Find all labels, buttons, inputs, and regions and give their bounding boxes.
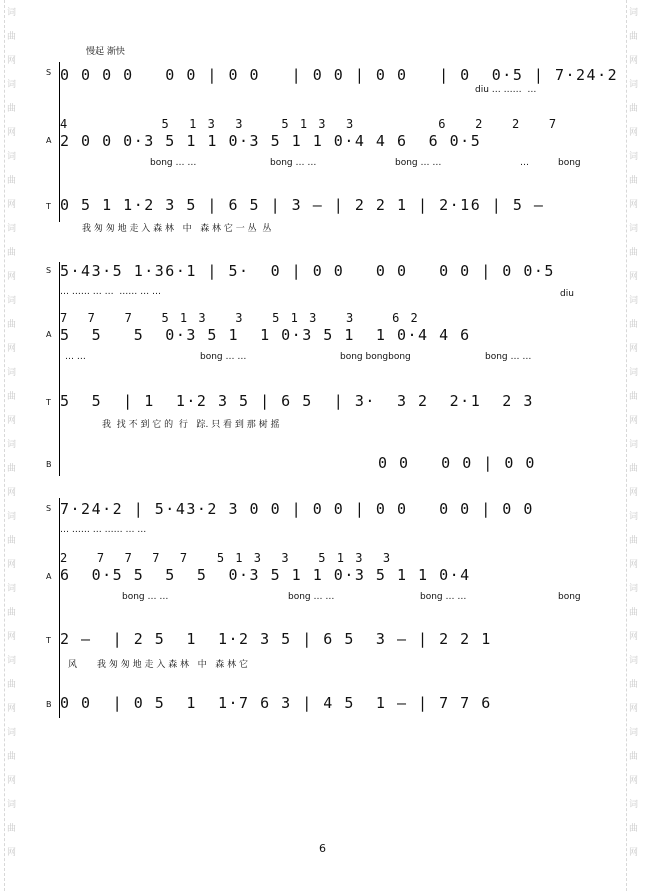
soprano-lyric: … …… … …… … … [60,525,147,535]
system-1-tenor-label: T [46,202,51,211]
system-2-alto [60,311,580,362]
watermark-char: 网 [7,704,17,714]
alto-syllable: … … [65,352,86,362]
system-3-bass-label: B [46,700,52,709]
watermark-char: 曲 [7,320,17,330]
watermark-char: 曲 [629,320,639,330]
alto-syllable: bong bongbong [340,352,411,362]
system-2-tenor-label: T [46,398,51,407]
watermark-char: 词 [7,368,17,378]
watermark-char: 曲 [629,248,639,258]
alto-upper-notes: 4 5 1 3 3 5 1 3 3 6 2 2 7 [60,117,559,131]
watermark-char: 词 [7,80,17,90]
watermark-char: 曲 [7,176,17,186]
watermark-char: 曲 [7,824,17,834]
watermark-char: 词 [7,224,17,234]
watermark-char: 词 [629,8,639,18]
watermark-char: 曲 [7,104,17,114]
watermark-char: 词 [629,224,639,234]
watermark-char: 网 [7,128,17,138]
tenor-lyric: 我 匆 匆 地 走 入 森 林 中 森 林 它 一 丛 丛 [82,224,272,234]
watermark-char: 曲 [629,824,639,834]
system-2-soprano [60,262,580,299]
watermark-char: 网 [629,488,639,498]
watermark-strip-right [626,0,641,891]
watermark-char: 词 [7,656,17,666]
watermark-char: 网 [7,344,17,354]
bass-notes: 0 0 | 0 5 1 1·7 6 3 | 4 5 1 — | 7 7 6 [60,694,492,712]
watermark-char: 词 [7,800,17,810]
watermark-char: 曲 [629,536,639,546]
system-3-alto-label: A [46,572,52,581]
tenor-notes: 2 — | 2 5 1 1·2 3 5 | 6 5 3 — | 2 2 1 [60,630,492,648]
alto-upper-notes: 7 7 7 5 1 3 3 5 1 3 3 6 2 [60,311,420,325]
system-1-alto-label: A [46,136,52,145]
watermark-char: 网 [629,344,639,354]
system-3-tenor-label: T [46,636,51,645]
watermark-char: 曲 [7,248,17,258]
watermark-char: 网 [629,704,639,714]
watermark-char: 网 [629,560,639,570]
system-1-tenor [60,196,580,234]
watermark-char: 网 [7,56,17,66]
watermark-char: 网 [7,200,17,210]
watermark-char: 曲 [629,32,639,42]
watermark-char: 曲 [629,680,639,690]
system-3-alto [60,551,581,602]
soprano-notes: 7·24·2 | 5·43·2 3 0 0 | 0 0 | 0 0 0 0 | 0 0 [60,500,534,518]
watermark-char: 曲 [629,464,639,474]
watermark-char: 网 [629,200,639,210]
watermark-char: 曲 [629,752,639,762]
watermark-char: 词 [7,440,17,450]
watermark-char: 曲 [629,608,639,618]
system-3-tenor [60,630,580,670]
watermark-char: 词 [629,152,639,162]
system-1-soprano-label: S [46,68,52,77]
watermark-char: 网 [629,632,639,642]
alto-syllable: bong … … [122,592,169,602]
watermark-strip-left [4,0,19,891]
watermark-char: 曲 [629,176,639,186]
watermark-char: 网 [629,56,639,66]
watermark-char: 词 [629,800,639,810]
watermark-char: 词 [629,656,639,666]
watermark-char: 网 [629,776,639,786]
bass-notes: 0 0 0 0 | 0 0 [378,454,536,472]
tenor-notes: 0 5 1 1·2 3 5 | 6 5 | 3 — | 2 2 1 | 2·16 | 5 — [60,196,545,214]
watermark-char: 词 [629,512,639,522]
watermark-char: 网 [629,416,639,426]
watermark-char: 曲 [7,464,17,474]
tenor-lyric: 风 我 匆 匆 地 走 入 森 林 中 森 林 它 [68,660,248,670]
watermark-char: 词 [629,584,639,594]
watermark-char: 词 [7,8,17,18]
system-3-soprano-label: S [46,504,52,513]
watermark-char: 词 [629,80,639,90]
watermark-char: 曲 [7,32,17,42]
watermark-char: 曲 [7,536,17,546]
soprano-notes: 0 0 0 0 0 0 | 0 0 | 0 0 | 0 0 | 0 0·5 | 7·24·2 [60,66,619,84]
watermark-char: 词 [629,368,639,378]
watermark-char: 网 [629,272,639,282]
alto-notes: 6 0·5 5 5 5 0·3 5 1 1 0·3 5 1 1 0·4 [60,566,471,584]
tenor-notes: 5 5 | 1 1·2 3 5 | 6 5 | 3· 3 2 2·1 2 3 [60,392,534,410]
watermark-char: 词 [629,296,639,306]
watermark-char: 网 [629,848,639,858]
soprano-lyric-end: diu [560,289,574,299]
alto-notes: 2 0 0 0·3 5 1 1 0·3 5 1 1 0·4 4 6 6 0·5 [60,132,482,150]
watermark-char: 网 [7,488,17,498]
watermark-char: 词 [7,152,17,162]
system-3-bass [60,694,580,722]
alto-syllable: bong … … [420,592,467,602]
watermark-char: 词 [7,512,17,522]
watermark-char: 词 [629,440,639,450]
watermark-char: 词 [7,584,17,594]
alto-syllable: bong [558,592,581,602]
watermark-char: 网 [7,272,17,282]
system-3-soprano [60,500,580,535]
tempo-marking: 慢起 渐快 [86,47,125,57]
watermark-char: 词 [7,296,17,306]
alto-syllable: bong … … [288,592,335,602]
alto-syllable: bong [558,158,581,168]
watermark-char: 词 [629,728,639,738]
alto-syllable: bong … … [485,352,532,362]
watermark-char: 网 [7,848,17,858]
system-2-bass [378,454,578,482]
system-2-bass-label: B [46,460,52,469]
alto-syllable: bong … … [150,158,197,168]
alto-syllable: bong … … [395,158,442,168]
soprano-lyric: diu … …… … [475,85,537,95]
watermark-char: 曲 [7,392,17,402]
watermark-char: 网 [7,776,17,786]
system-1-alto [60,117,581,168]
watermark-char: 词 [7,728,17,738]
system-2-tenor [60,392,580,430]
soprano-lyric: … …… … … …… … … [60,287,162,297]
alto-syllable: bong … … [200,352,247,362]
watermark-char: 曲 [7,680,17,690]
soprano-notes: 5·43·5 1·36·1 | 5· 0 | 0 0 0 0 0 0 | 0 0·5 [60,262,555,280]
watermark-char: 网 [7,632,17,642]
watermark-char: 曲 [629,392,639,402]
watermark-char: 曲 [629,104,639,114]
watermark-char: 曲 [7,752,17,762]
tenor-lyric: 我 找 不 到 它 的 行 踪. 只 看 到 那 树 摇 [102,420,280,430]
system-2-alto-label: A [46,330,52,339]
alto-syllable: bong … … [270,158,317,168]
system-2-soprano-label: S [46,266,52,275]
alto-upper-notes: 2 7 7 7 7 5 1 3 3 5 1 3 3 [60,551,393,565]
alto-syllable: … [520,158,529,168]
alto-notes: 5 5 5 0·3 5 1 1 0·3 5 1 1 0·4 4 6 [60,326,471,344]
system-1-soprano [60,66,619,95]
watermark-char: 网 [7,560,17,570]
watermark-char: 网 [629,128,639,138]
page-number: 6 [319,842,326,855]
watermark-char: 网 [7,416,17,426]
watermark-char: 曲 [7,608,17,618]
